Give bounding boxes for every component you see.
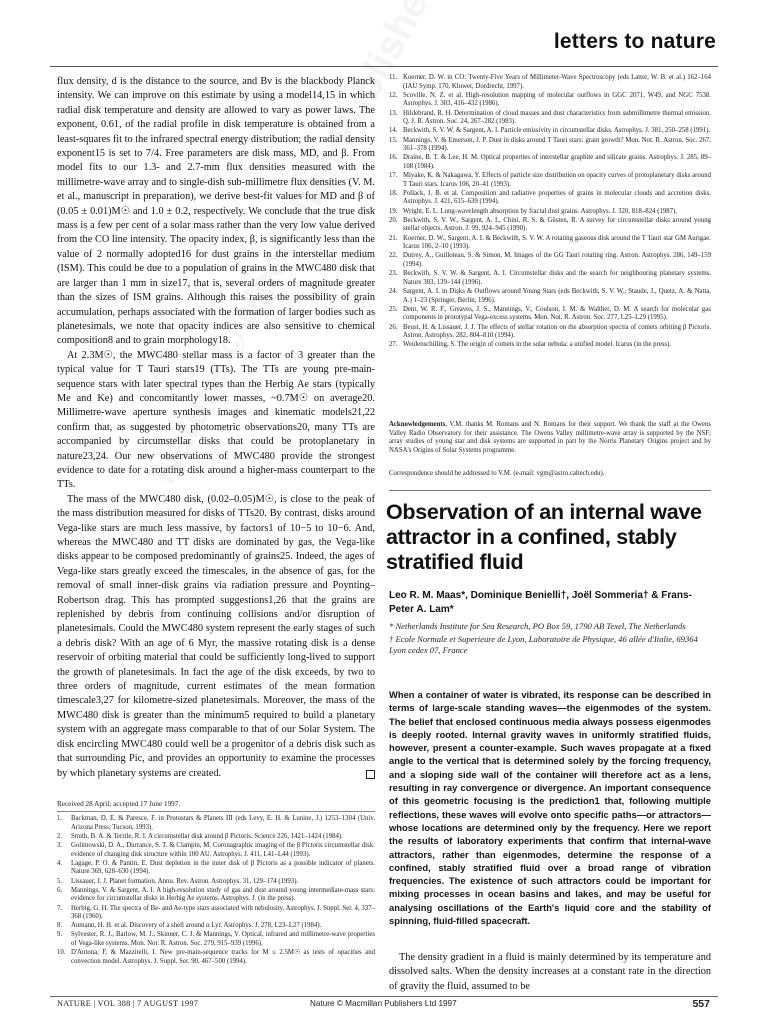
reference-text: Beckwith, S. V. W. & Sargent, A. I. Particle emissivity in circumstellar disks. Astrophys. J. 381, 250–258 (1991). [403,127,711,135]
reference-text: Dent, W. R. F., Greaves, J. S., Mannings, V., Coulson, I. M. & Walther, D. M. A search for molecular gas components in prototypal Vega-excess systems. Mon. Not. R. Astron. Soc. 277, L25–L29 (1995). [403,305,711,322]
reference-item [57,887,375,904]
reference-item [389,92,711,109]
reference-text: Backman, D. E. & Paresce, F. in Protostars & Planets III (eds Levy, E. H. & Lunine, J.) 1253–1304 (Univ. Arizona Press, Tucson, 1993). [71,815,375,831]
reference-item [389,127,711,136]
affiliation: * Netherlands Institute for Sea Research, PO Box 59, 1790 AB Texel, The Netherlands [389,621,686,631]
section-title: letters to nature [553,30,716,53]
reference-item [57,860,375,877]
footer-rule [50,996,718,997]
body-paragraph: The mass of the MWC480 disk, (0.02–0.05)M☉, is close to the peak of the mass distribution measured for disks of TTs20. By contrast, disks around Vega-like stars are much less massive, by factors1 of 10−5 to 10−6. And, whereas the MWC480 and TT disks are dominated by gas, the Vega-like disks appear to be composed predominantly of grains25. Indeed, the ages of Vega-like stars greatly exceed the timescales, in the absence of gas, for the removal of small inner-disk grains via radiation pressure and Poynting–Robertson drag. This has prompted suggestions1,26 that the grains are replenished by debris from continuing collisions and/or disruption of planetesimals. Could the MWC480 system represent the early stages of such a debris disk? With an age of 6 Myr, the massive rotating disk is a dense reservoir of orbiting material that could be sufficiently long-lived to support the growth of planetesimals. In fact the age of the disk exceeds, by two to three orders of magnitude, current estimates of the mean formation timescale3,27 for kilometre-sized planetesimals. Moreover, the mass of the MWC480 disk is greater than the minimum5 required to build a planetary system with an aggregate mass comparable to that of our Solar System. The disk encircling MWC480 could well be a progenitor of a debris disk such as that surrounding Pic, and provides an opportunity to examine the processes by which planetary systems are created. [57,493,375,779]
reference-number: 11. [389,74,398,81]
reference-number: 14. [389,127,398,135]
reference-number: 21. [389,234,398,242]
acknowledgements-label: Acknowledgements. [389,421,447,428]
reference-item [57,833,375,842]
reference-text: Sargent, A. I. in Disks & Outflows around Young Stars (eds Beckwith, S. V. W., Staude, J., Quetz, A. & Natta, A.) 1–23 (Springer, Berlin, 1996). [403,287,711,304]
reference-item [389,154,711,171]
reference-text: Scoville, N. Z. et al. High-resolution mapping of molecular outflows in GGC 2071, W49, and NGC 7538. Astrophys. J. 303, 416–432 (1986). [403,91,711,108]
reference-text: Herbig, G. H. The spectra of Be- and Ae-type stars associated with nebulosity. Astrophys. J. Suppl. Ser. 4, 337–368 (1960). [71,904,375,921]
reference-item [57,878,375,887]
reference-number: 10. [57,949,66,957]
reference-text: Lissauer, J. J. Planet formation. Annu. Rev. Astron. Astrophys. 31, 129–174 (1993). [71,877,299,885]
correspondence: Correspondence should be addressed to V.M. (e-mail: vgm@astro.caltech.edu). [389,470,605,477]
reference-text: Miyake, K. & Nakagawa, Y. Effects of particle size distribution on opacity curves of protoplanetary disks around T Tauri stars. Icarus 106, 20–41 (1993). [403,172,711,188]
reference-item [389,74,711,91]
article-title: Observation of an internal wave attractor in a confined, stably stratified fluid [386,500,702,574]
reference-number: 4. [57,859,63,867]
reference-text: Mannings, V. & Emerson, J. P. Dust in disks around T Tauri stars: grain growth? Mon. Not. R. Astron. Soc. 267, 361–378 (1994). [403,136,711,153]
reference-text: Pollack, J. B. et al. Composition and radiative properties of grains in molecular clouds and accretion disks. Astrophys. J. 421, 615–639 (1994). [403,189,711,206]
article-body-start: The density gradient in a fluid is mainly determined by its temperature and dissolved salts. When the density increases at a constant rate in the direction of gravity the fluid, assumed to be [389,952,711,992]
reference-item [57,842,375,859]
reference-item [389,252,711,269]
affiliation: † Ecole Normale et Superieure de Lyon, Laboratoire de Physique, 46 allée d'Italie, 69364 Lyon cedex 07, France [389,634,698,655]
reference-item [389,217,711,234]
reference-item [57,931,375,948]
reference-number: 20. [389,216,398,224]
reference-number: 24. [389,287,398,295]
reference-text: Beckwith, S. V. W. & Sargent, A. I. Circumstellar disks and the search for neighbouring planetary systems. Nature 383, 139–144 (1996). [403,270,711,286]
reference-text: Draine, B. T. & Lee, H. M. Optical properties of interstellar graphite and silicate grains. Astrophys. J. 285, 89–108 (1984). [403,154,711,170]
reference-number: 1. [57,815,63,822]
reference-number: 8. [57,922,63,930]
reference-item [389,190,711,207]
reference-text: Weidenschilling, S. The origin of comets in the solar nebula: a unified model. Icarus (in the press). [403,341,672,349]
reference-number: 17. [389,172,398,180]
reference-text: Wright, E. L. Long-wavelength absorption by fractal dust grains. Astrophys. J. 320, 818–824 (1987). [403,207,678,215]
article-abstract: When a container of water is vibrated, its response can be described in terms of large-scale standing waves—the eigenmodes of the system. The belief that enclosed continuous media always possess eigenmodes is deeply rooted. Internal gravity waves in uniformly stratified fluids, however, present a counter-example. Such waves propagate at a fixed angle to the vertical that is determined solely by the forcing frequency, and a sloping side wall of the container will therefore act as a lens, resulting in ray convergence or divergence. An important consequence of this geometric focusing is the prediction1 that, following multiple reflections, these waves will evolve onto specific paths—or attractors—whose locations are determined only by the frequency. Here we report the results of laboratory experiments that confirm that internal-wave attractors, rather than eigenmodes, determine the response of a confined, stably stratified fluid over a broad range of vibration frequencies. The existence of such attractors could be important for mixing processes in ocean basins and lakes, and may be useful for analysing oscillations of the Earth's liquid core and the stability of spinning, fluid-filled spacecraft. [389,689,711,927]
journal-info: NATURE | VOL 388 | 7 AUGUST 1997 [57,999,199,1008]
reference-text: Beust, H. & Lissauer, J. J. The effects of stellar rotation on the absorption spectra of comets orbiting β Pictoris. Astron. Astrophys. 282, 804–810 (1994). [403,323,711,340]
reference-item [389,110,711,127]
copyright: Nature © Macmillan Publishers Ltd 1997 [310,999,457,1008]
reference-item [57,815,375,832]
reference-text: Golimowski, D. A., Durrance, S. T. & Clampin, M. Coronagraphic imaging of the β Pictoris circumstellar disk: evidence of changing disk structure within 100 AU. Astrophys. J. 411, L41–L44 (1993). [71,841,375,858]
reference-number: 2. [57,832,63,840]
end-of-article-mark [366,770,375,779]
reference-number: 9. [57,931,63,939]
reference-text: Dutrey, A., Guilloteau, S. & Simon, M. Images of the GG Tauri rotating ring. Astron. Astrophys. 286, 149–159 (1994). [403,252,711,268]
reference-number: 16. [389,154,398,162]
reference-item [389,270,711,287]
reference-number: 5. [57,877,63,885]
reference-item [389,208,711,217]
reference-item [389,288,711,305]
acknowledgements-text: V.M. thanks M. Romans and N. Romans for their support. We thank the staff at the Owens Valley Radio Observatory for their assistance. The Owens Valley millimetre-wave array is supported by the NSF; array studies of young star and disk systems are supported in part by the Norris Planetary Origins project and by NASA's Origins of Solar Systems programme. [389,421,711,454]
reference-number: 12. [389,91,398,99]
reference-item [389,341,711,350]
reference-number: 15. [389,136,398,144]
reference-number: 6. [57,886,63,894]
reference-text: Lagage, P. O. & Pantin, E. Dust depletion in the inner disk of β Pictoris as a possible indicator of planets. Nature 369, 628–630 (1994). [71,859,375,876]
header-rule [50,66,718,67]
left-body-column [57,75,375,781]
reference-number: 19. [389,207,398,215]
acknowledgements [389,421,711,455]
received-date: Received 28 April; accepted 17 June 1997. [57,800,181,808]
reference-text: Aumann, H. H. et al. Discovery of a shell around α Lyr. Astrophys. J. 278, L23–L27 (1984). [71,922,322,930]
page-number: 557 [692,998,710,1010]
reference-text: Koerner, D. W. in CO: Twenty-Five Years of Millimeter-Wave Spectroscopy (eds Latter, W. B. et al.) 162–164 (IAU Symp. 170, Kluwer, Dordrecht, 1997). [403,74,711,90]
reference-item [389,306,711,323]
reference-item [57,905,375,922]
reference-text: Sylvester, R. J., Barlow, M. J., Skinner, C. J. & Mannings, V. Optical, infrared and millimetre-wave properties of Vega-like systems. Mon. Not. R. Astron. Soc. 279, 915–939 (1996). [71,931,375,948]
reference-text: Hildebrand, R. H. Determination of cloud masses and dust characteristics from submillimetre thermal emission. Q. J. R. Astron. Soc. 24, 267–282 (1983). [403,109,711,126]
reference-number: 27. [389,341,398,349]
reference-item [389,235,711,252]
reference-number: 7. [57,904,63,912]
reference-number: 13. [389,109,398,117]
reference-number: 26. [389,323,398,331]
references-list-left [57,815,375,967]
reference-number: 25. [389,305,398,313]
reference-item [57,949,375,966]
body-paragraph: flux density, d is the distance to the source, and Bν is the blackbody Planck intensity. We can improve on this estimate by using a model14,15 in which radial disk temperature and density are allowed to vary as power laws. The exponent, 0.61, of the radial profile in disk temperature is obtained from a least-squares fit to the infrared spectral energy distribution; the radial density exponent15 is set to 7/4. Free parameters are disk mass, MD, and β. From model fits to our 1.3- and 2.7-mm flux densities measured with the millimetre-wave array and to single-dish sub-millimetre flux densities (V. M. et al., manuscript in preparation), we derive best-fit values for MD and β of (0.05 ± 0.01)M☉ and 1.0 ± 0.2, respectively. We conclude that the true disk mass is a few per cent of a solar mass rather than the very low value derived from the CO line intensity. The opacity index, β, is significantly less than the value of 2 normally adopted16 for dust grains in the interstellar medium (ISM). This could be due to a population of grains in the MWC480 disk that are larger than 1 mm in size17, that is, several orders of magnitude greater than the sizes of ISM grains. Although this raises the possibility of grain accumulation, perhaps associated with the formation of larger bodies such as planetesimals, we note that opacity indices are also sensitive to chemical composition8 and to grain morphology18. [57,76,375,347]
reference-text: D'Antona, F. & Mazzitelli, I. New pre-main-sequence tracks for M ≤ 2.5M☉ as tests of opacities and convection model. Astrophys. J. Suppl. Ser. 90, 467–500 (1994). [71,949,375,965]
references-rule [57,811,375,812]
reference-item [57,922,375,931]
reference-text: Mannings, V. & Sargent, A. I. A high-resolution study of gas and dust around young intermediate-mass stars: evidence for circumstellar disks in Herbig Ae systems. Astrophys. J. (in the press). [71,886,375,903]
reference-item [389,324,711,341]
reference-number: 22. [389,252,398,260]
reference-number: 3. [57,841,63,849]
reference-number: 18. [389,189,398,197]
affiliations [389,621,711,656]
reference-text: Koerner, D. W., Sargent, A. I. & Beckwith, S. V. W. A rotating gaseous disk around the T Tauri star GM Aurigae. Icarus 106, 2–10 (1993). [403,234,711,251]
reference-item [389,172,711,189]
reference-item [389,137,711,154]
references-list-right [389,74,711,351]
reference-number: 23. [389,270,398,278]
body-paragraph: At 2.3M☉, the MWC480 stellar mass is a factor of 3 greater than the typical value for T Tauri stars19 (TTs). The TTs are young pre-main-sequence stars with later spectral types than the Herbig Ae stars (typically Me and Ke) and concomitantly lower masses, ~0.7M☉ on average20. Millimetre-wave aperture synthesis images and kinematic models21,22 confirm that, as suggested by photometric observations20, many TTs are accompanied by circumstellar disks that could be protoplanetary in nature23,24. Our new observations of MWC480 provide the strongest evidence to date for a rotating disk around a higher-mass counterpart to the TTs. [57,349,375,491]
article-authors: Leo R. M. Maas*, Dominique Benielli†, Joël Sommeria† & Frans-Peter A. Lam* [389,590,692,615]
reference-text: Smith, B. A. & Terrile, R. I. A circumstellar disk around β Pictoris. Science 226, 1421–1424 (1984). [71,832,343,840]
article-rule [389,490,711,491]
reference-text: Beckwith, S. V. W., Sargent, A. I., Chini, R. S. & Güsten, R. A survey for circumstellar disks around young stellar objects. Astron. J. 99, 924–945 (1990). [403,216,711,233]
